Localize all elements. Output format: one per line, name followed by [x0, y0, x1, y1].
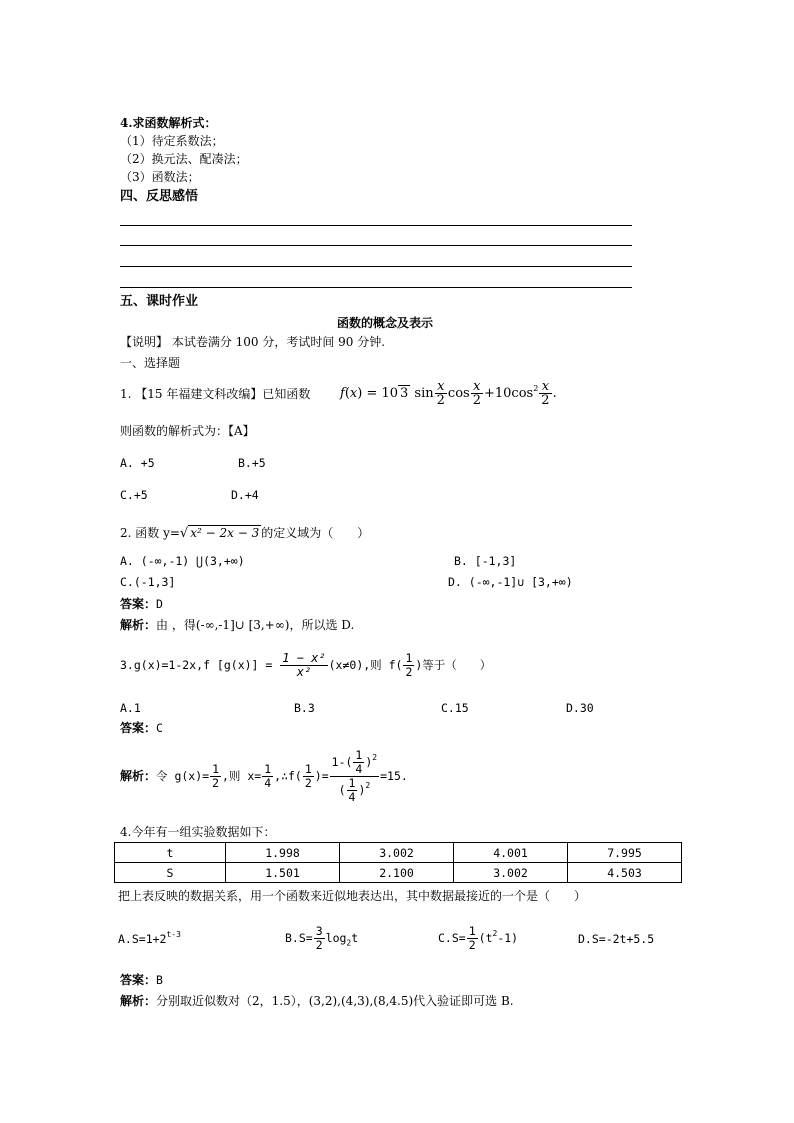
option-a: A. (-∞,-1) ⋃(3,+∞)	[120, 554, 245, 568]
list-item: （2）换元法、配凑法；	[120, 152, 248, 166]
table-cell: 4.503	[568, 863, 682, 883]
option-a: A. +5	[120, 456, 155, 470]
analysis-line: 解析：分别取近似数对（2，1.5），(3,2),(4,3),(8,4.5)代入验证即可选 B.	[120, 994, 514, 1008]
question-3-text: 3.g(x)=1-2x,f [g(x)] = $\frac{\text{1 − x²}}{\text{x²}}$ (x≠0),则 f( $\frac{1}{2}$ )等于（ ）	[120, 651, 492, 679]
question-4-text: 把上表反映的数据关系，用一个函数来近似地表达出，其中数据最接近的一个是（ ）	[118, 889, 587, 903]
table-cell: 1.998	[226, 843, 340, 863]
table-row	[115, 843, 682, 863]
section-heading: 五、课时作业	[120, 294, 199, 309]
page-title: 函数的概念及表示	[337, 316, 434, 330]
table-cell: 4.001	[454, 843, 568, 863]
question-1-prefix: 1. 【15 年福建文科改编】已知函数	[120, 387, 311, 401]
list-item: （1）待定系数法；	[120, 134, 224, 148]
data-table	[114, 842, 682, 883]
question-2-text: 2. 函数 y=√ x² − 2x − 3 的定义域为（ ）	[120, 526, 370, 541]
question-2-suffix: 的定义域为（ ）	[261, 526, 370, 540]
table-cell: t	[115, 843, 226, 863]
part-heading: 一、选择题	[120, 356, 181, 370]
blank-line	[120, 266, 632, 267]
answer-line: 答案：B	[120, 973, 163, 987]
answer-line: 答案：C	[120, 721, 163, 735]
option-a: $A.S=1+2^{t-3}$	[118, 930, 181, 946]
table-cell: 2.100	[340, 863, 454, 883]
option-c: C.S= $\frac{1}{2}$ $(t^2-1)$	[438, 924, 519, 952]
analysis-line: 解析：由 ，得(-∞,-1]∪ [3,+∞)，所以选 D.	[120, 618, 355, 632]
option-b: B.+5	[238, 456, 266, 470]
option-d: D.30	[566, 701, 594, 715]
table-cell: 7.995	[568, 843, 682, 863]
blank-line	[120, 245, 632, 246]
option-a: A.1	[120, 701, 141, 715]
option-c: C.15	[441, 701, 469, 715]
section-heading: 四、反思感悟	[120, 189, 199, 204]
table-cell: 1.501	[226, 863, 340, 883]
question-2-radicand: x² − 2x − 3	[190, 526, 260, 540]
option-b: B.S= $\frac{3}{2}$ $\log_2t$	[285, 924, 359, 952]
blank-line	[120, 287, 632, 288]
option-c: C.(-1,3]	[120, 575, 176, 589]
table-cell: 3.002	[454, 863, 568, 883]
option-b: B.3	[294, 701, 315, 715]
answer-line: 答案：D	[120, 597, 163, 611]
option-d: D. (-∞,-1]∪ [3,+∞)	[448, 575, 573, 589]
table-cell: 3.002	[340, 843, 454, 863]
option-d: D.+4	[231, 488, 259, 502]
table-row	[115, 863, 682, 883]
section-heading: 4.求函数解析式：	[120, 116, 217, 130]
option-d: D.S=-2t+5.5	[578, 932, 655, 946]
option-c: C.+5	[120, 488, 148, 502]
question-1-text: 则函数的解析式为：【A】	[120, 424, 255, 438]
option-b: B. [-1,3]	[454, 554, 517, 568]
question-4-intro: 4.今年有一组实验数据如下：	[120, 825, 276, 839]
instructions: 【说明】 本试卷满分 100 分，考试时间 90 分钟.	[120, 335, 386, 349]
table-cell: S	[115, 863, 226, 883]
question-1-formula: f(x) = 10 3 sin $\frac{x}{2}$ cos $\frac{x}{2}$ $+10\cos^2$ $\frac{x}{2}$ .	[340, 379, 557, 408]
blank-line	[120, 225, 632, 226]
list-item: （3）函数法；	[120, 170, 200, 184]
question-2-prefix: 2. 函数 y=	[120, 526, 180, 540]
analysis-line: 解析：令 g(x)= $\frac{1}{2}$ ,则 x= $\frac{1}{4}$ ,∴f( $\frac{1}{2}$ )= 1-( $\frac{1}{4}$ )$^2$ ( $\frac{1}{4}$ )$^2$ =15.	[120, 748, 408, 804]
